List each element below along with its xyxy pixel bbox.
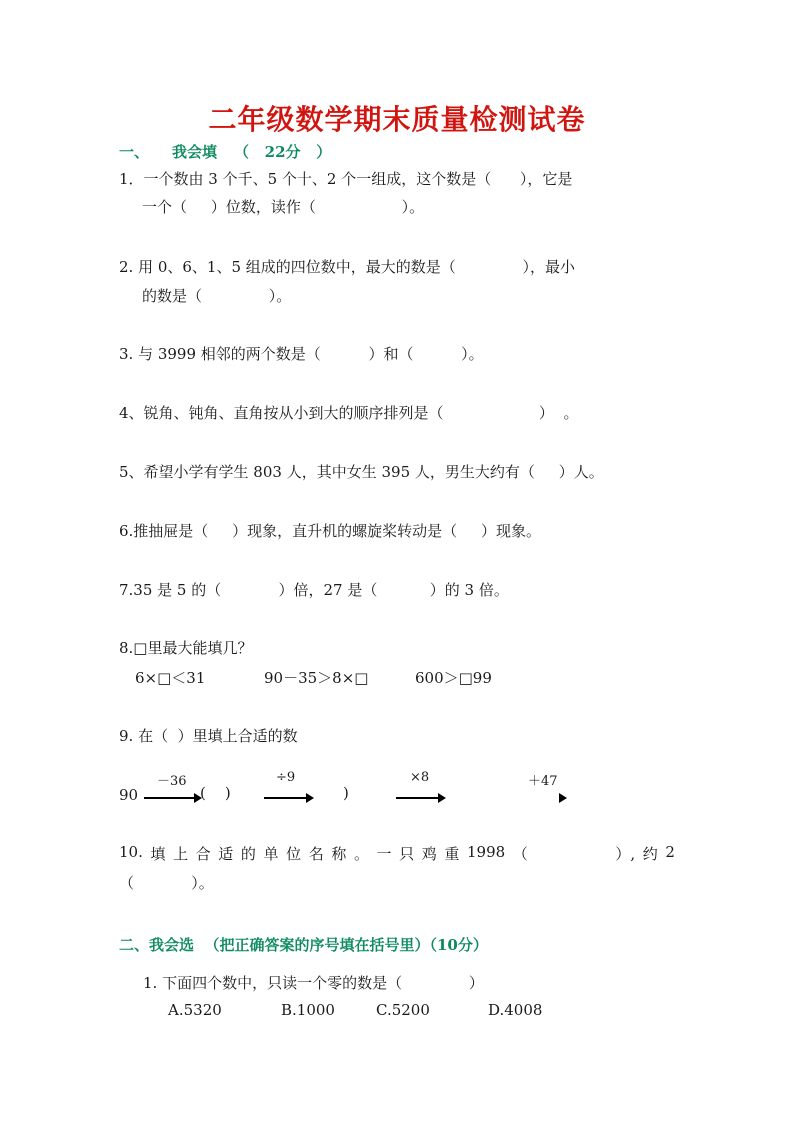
question-1-line1: 1．一个数由 3 个千、5 个十、2 个一组成，这个数是（ ），它是 [119, 170, 573, 188]
question-10-word: 2 [665, 843, 675, 861]
question-3: 3. 与 3999 相邻的两个数是（ ）和（ ）。 [119, 345, 484, 363]
mc-question-1: 1. 下面四个数中，只读一个零的数是（ ） [143, 974, 484, 992]
question-8-item: 6×□＜31 [135, 669, 206, 687]
question-10-word: 的 [240, 845, 256, 863]
question-8-prompt: 8.□里最大能填几？ [119, 639, 253, 657]
section1-number: 一、 [119, 143, 150, 161]
question-10-word: 。 [353, 845, 369, 863]
question-9-blank: ) [343, 784, 349, 802]
mc-option: B.1000 [281, 1001, 335, 1019]
question-9-op: ＋47 [528, 774, 558, 789]
question-9-start: 90 [119, 786, 139, 804]
mc-option: A.5320 [168, 1001, 222, 1019]
question-9-op: ÷9 [276, 770, 296, 785]
question-10-word: 位 [286, 845, 302, 863]
arrow-icon [559, 797, 565, 799]
mc-option: C.5200 [376, 1001, 430, 1019]
section1-score: （ 22分 ） [234, 143, 332, 161]
question-10-word: 称 [331, 845, 347, 863]
question-9-blank: ( ) [200, 784, 231, 802]
question-6: 6.推抽屉是（ ）现象，直升机的螺旋桨转动是（ ）现象。 [119, 522, 541, 540]
arrow-icon [396, 797, 444, 799]
question-10-word: 单 [263, 845, 279, 863]
question-10-word: 一 [376, 845, 392, 863]
question-10-word: ）, [615, 845, 636, 863]
question-2-line2: 的数是（ ）。 [142, 287, 292, 305]
question-10-word: 适 [218, 845, 234, 863]
section1-label: 我会填 [172, 143, 218, 161]
question-10-line1 [119, 843, 675, 864]
question-2-line1: 2. 用 0、6、1、5 组成的四位数中，最大的数是（ ），最小 [119, 258, 576, 276]
page-title: 二年级数学期末质量检测试卷 [208, 103, 586, 136]
question-10-word: 只 [399, 845, 415, 863]
question-10-word: 填 [150, 845, 166, 863]
question-8-item: 600＞□99 [415, 669, 492, 687]
question-10-word: 重 [444, 845, 460, 863]
mc-option: D.4008 [488, 1001, 543, 1019]
question-10-word: 10. [119, 843, 143, 861]
question-10-word: （ [512, 845, 528, 863]
question-10-word: 合 [195, 845, 211, 863]
question-5: 5、希望小学有学生 803 人，其中女生 395 人，男生大约有（ ）人。 [119, 463, 604, 481]
question-10-word: 约 [642, 845, 658, 863]
question-10-word: 鸡 [421, 845, 437, 863]
question-10-word: 上 [173, 845, 189, 863]
question-1-line2: 一个（ ）位数，读作（ ）。 [142, 198, 425, 216]
question-10-word: 名 [308, 845, 324, 863]
question-4: 4、锐角、钝角、直角按从小到大的顺序排列是（ ） 。 [119, 404, 579, 422]
section2-header: 二、我会选 （把正确答案的序号填在括号里）（10分） [119, 936, 488, 954]
question-10-line2: （ ）。 [119, 874, 214, 892]
question-9-prompt: 9. 在（ ）里填上合适的数 [119, 727, 298, 745]
question-9-op: ×8 [410, 770, 430, 785]
arrow-icon [144, 797, 200, 799]
question-7: 7.35 是 5 的（ ）倍，27 是（ ）的 3 倍。 [119, 581, 509, 599]
question-8-item: 90－35＞8×□ [264, 669, 369, 687]
question-9-op: －36 [157, 774, 187, 789]
question-10-word: 1998 [466, 843, 506, 861]
arrow-icon [264, 797, 312, 799]
